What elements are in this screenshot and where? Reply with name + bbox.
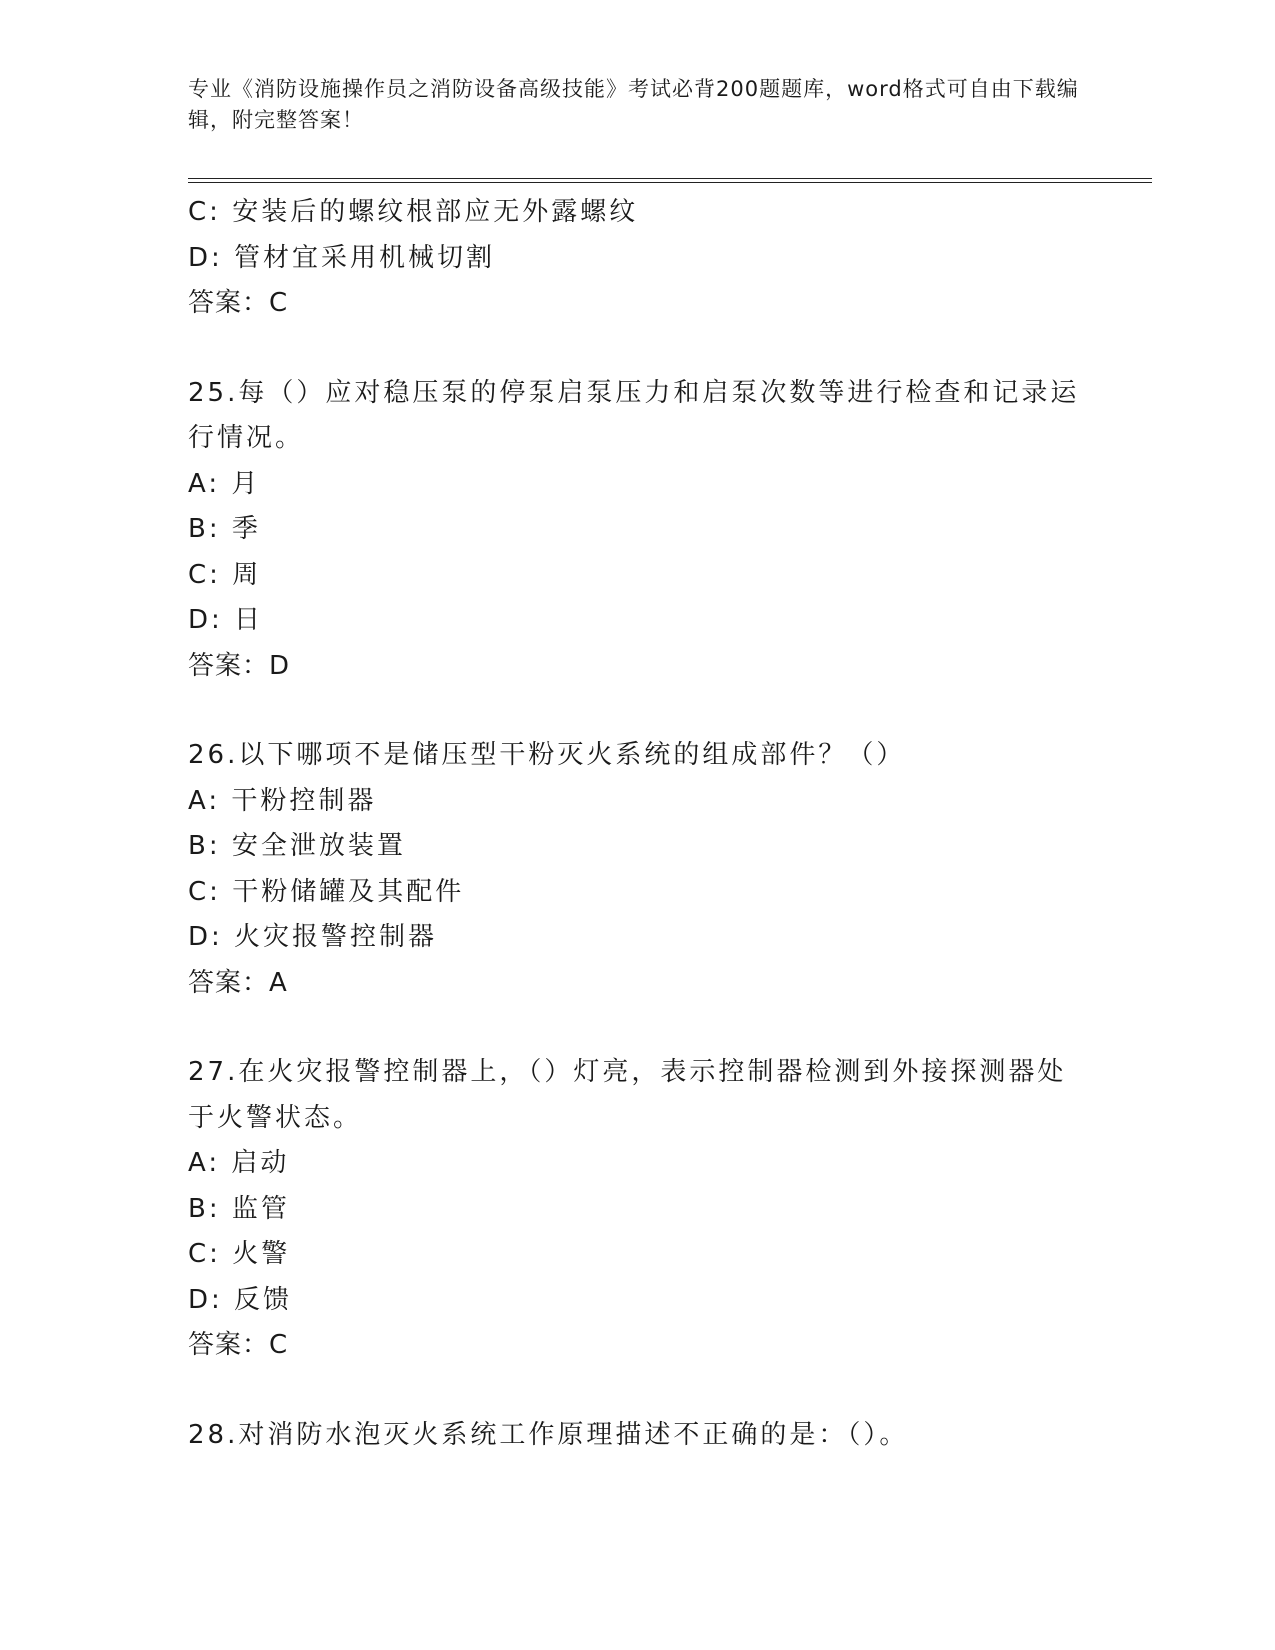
- option-label: A:: [188, 785, 221, 816]
- question-25: [188, 371, 1088, 690]
- answer-line: 答案：C: [188, 288, 289, 318]
- option-b: [188, 824, 1088, 870]
- question-26: [188, 733, 1088, 1006]
- question-list: [188, 190, 1088, 1458]
- option-b: [188, 507, 1088, 553]
- header-rule-bottom: [188, 182, 1152, 183]
- option-text: 启动: [231, 1148, 290, 1178]
- question-text: [188, 733, 1088, 779]
- header-title: 专业《消防设施操作员之消防设备高级技能》考试必背200题题库，word格式可自由下载编辑，附完整答案！: [188, 77, 1079, 132]
- option-label: D:: [188, 1284, 223, 1315]
- option-c: [188, 190, 1088, 236]
- question-text-line: 在火灾报警控制器上，（）灯亮，表示控制器检测到外接探测器处: [238, 1057, 1067, 1087]
- option-text: 监管: [231, 1193, 290, 1224]
- answer-line: 答案：A: [188, 967, 288, 998]
- option-text: 火灾报警控制器: [234, 922, 438, 952]
- option-label: D:: [188, 605, 223, 635]
- option-label: A:: [188, 468, 221, 499]
- question-text-continued: 行情况。: [188, 423, 305, 453]
- question-text: [188, 1050, 1088, 1096]
- option-text: 安全泄放装置: [231, 831, 406, 861]
- option-label: D:: [188, 242, 223, 273]
- option-d: [188, 1278, 1088, 1324]
- option-c: [188, 870, 1088, 916]
- option-b: [188, 1187, 1088, 1233]
- option-label: C:: [188, 876, 221, 907]
- question-text-line: 对消防水泡灭火系统工作原理描述不正确的是：（）。: [238, 1419, 909, 1450]
- option-c: [188, 553, 1088, 599]
- option-text: 反馈: [234, 1284, 293, 1315]
- option-text: 安装后的螺纹根部应无外露螺纹: [232, 197, 639, 227]
- option-d: [188, 598, 1088, 644]
- option-text: 干粉控制器: [231, 785, 377, 816]
- answer-line: 答案：C: [188, 1330, 289, 1360]
- option-a: [188, 462, 1088, 508]
- option-label: B:: [188, 514, 221, 544]
- question-text-line: 每（）应对稳压泵的停泵启泵压力和启泵次数等进行检查和记录运: [238, 377, 1080, 408]
- document-header: [188, 74, 1088, 136]
- option-text: 干粉储罐及其配件: [232, 876, 465, 907]
- question-text: [188, 371, 1088, 417]
- option-text: 管材宜采用机械切割: [234, 242, 496, 273]
- option-text: 月: [231, 468, 261, 499]
- option-text: 季: [231, 514, 261, 544]
- option-label: C:: [188, 1239, 221, 1269]
- option-label: C:: [188, 559, 221, 590]
- question-text-line: 以下哪项不是储压型干粉灭火系统的组成部件？（）: [238, 740, 906, 770]
- question-24-continued: [188, 190, 1088, 327]
- question-number: 25.: [188, 377, 239, 408]
- option-label: C:: [188, 197, 221, 227]
- option-d: [188, 236, 1088, 282]
- option-d: [188, 915, 1088, 961]
- question-number: 28.: [188, 1419, 239, 1450]
- question-27: [188, 1050, 1088, 1369]
- question-28: [188, 1413, 1088, 1459]
- option-text: 日: [234, 605, 264, 635]
- question-number: 27.: [188, 1057, 239, 1087]
- question-text-continued: 于火警状态。: [188, 1102, 363, 1133]
- question-number: 26.: [188, 740, 239, 770]
- option-text: 周: [232, 559, 262, 590]
- option-a: [188, 1141, 1088, 1187]
- option-text: 火警: [232, 1239, 291, 1269]
- question-text: [188, 1413, 1088, 1459]
- option-label: B:: [188, 1193, 221, 1224]
- option-a: [188, 779, 1088, 825]
- option-label: D:: [188, 922, 223, 952]
- option-c: [188, 1232, 1088, 1278]
- option-label: B:: [188, 831, 221, 861]
- answer-line: 答案：D: [188, 650, 291, 681]
- header-rule-top: [188, 178, 1152, 179]
- option-label: A:: [188, 1148, 221, 1178]
